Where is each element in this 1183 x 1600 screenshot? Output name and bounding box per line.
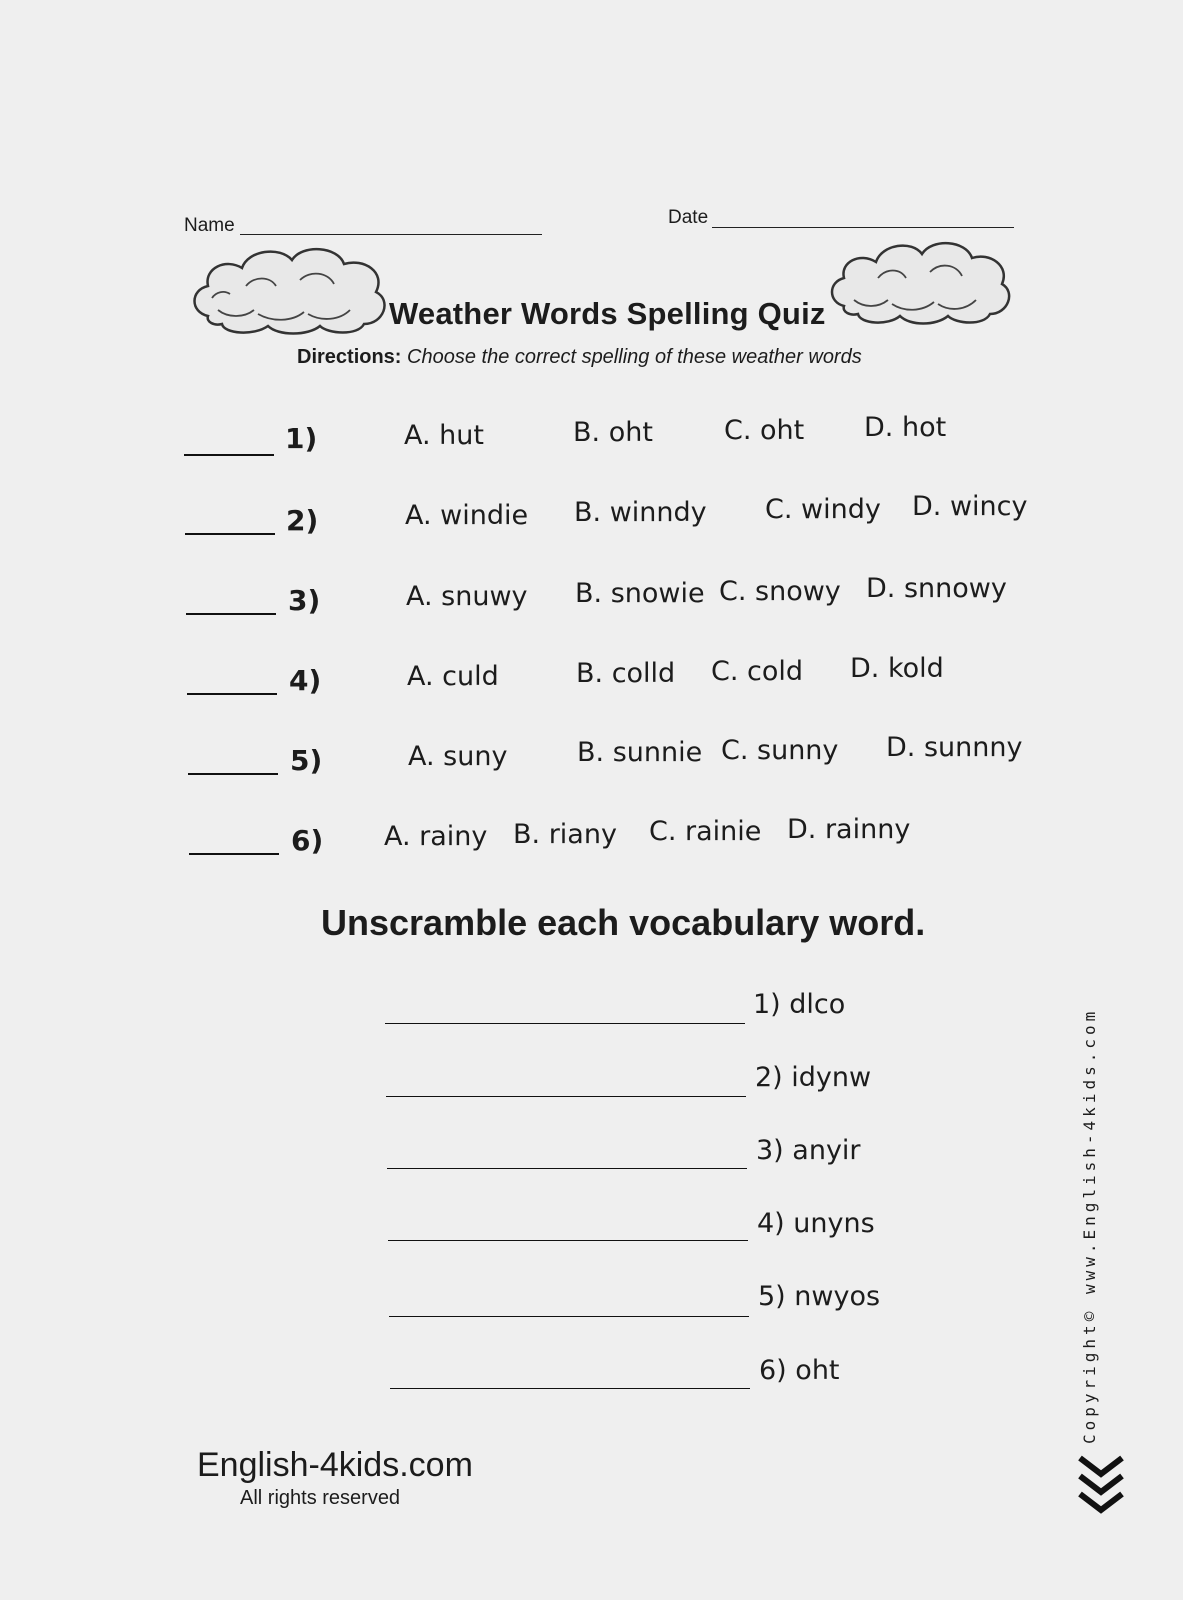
answer-line[interactable] — [390, 1388, 750, 1389]
option-c: C. sunny — [721, 735, 839, 766]
answer-blank[interactable] — [184, 454, 274, 456]
option-a: A. hut — [404, 420, 484, 451]
chevron-down-icon — [1076, 1452, 1126, 1524]
cloud-icon — [826, 234, 1011, 328]
question-number: 1) — [285, 422, 318, 455]
option-b: B. snowie — [575, 578, 705, 609]
directions-label: Directions: — [297, 346, 402, 368]
option-c: C. cold — [711, 656, 804, 687]
directions-text: Choose the correct spelling of these weather words — [407, 346, 862, 368]
option-c: C. windy — [765, 494, 881, 525]
option-d: D. hot — [864, 412, 947, 443]
answer-line[interactable] — [389, 1316, 749, 1317]
scrambled-word: 4) unyns — [757, 1208, 875, 1239]
scrambled-word: 3) anyir — [756, 1135, 861, 1166]
option-b: B. oht — [573, 417, 653, 448]
scrambled-word: 1) dlco — [753, 989, 846, 1020]
question-number: 6) — [291, 824, 324, 857]
option-a: A. rainy — [384, 821, 488, 852]
option-d: D. kold — [850, 653, 944, 684]
answer-blank[interactable] — [189, 853, 279, 855]
answer-line[interactable] — [386, 1096, 746, 1097]
option-d: D. rainny — [787, 814, 911, 845]
option-a: A. windie — [405, 500, 529, 531]
date-field[interactable] — [712, 227, 1014, 228]
option-a: A. snuwy — [406, 581, 528, 612]
option-b: B. riany — [513, 819, 617, 850]
name-label: Name — [184, 215, 235, 236]
page-title: Weather Words Spelling Quiz — [389, 296, 826, 331]
option-a: A. suny — [408, 741, 508, 772]
date-label: Date — [668, 207, 709, 228]
scrambled-word: 2) idynw — [755, 1062, 872, 1093]
answer-blank[interactable] — [185, 533, 275, 535]
question-number: 3) — [288, 584, 321, 617]
scrambled-word: 5) nwyos — [758, 1281, 881, 1312]
answer-blank[interactable] — [188, 773, 278, 775]
cloud-icon — [188, 238, 393, 338]
name-field[interactable] — [240, 234, 542, 235]
option-a: A. culd — [407, 661, 499, 692]
footer-site: English-4kids.com — [197, 1446, 473, 1484]
answer-blank[interactable] — [187, 693, 277, 695]
answer-line[interactable] — [385, 1023, 745, 1024]
question-number: 5) — [290, 744, 323, 777]
question-number: 4) — [289, 664, 322, 697]
footer-rights: All rights reserved — [240, 1487, 401, 1509]
directions — [297, 346, 862, 369]
answer-line[interactable] — [387, 1168, 747, 1169]
question-number: 2) — [286, 504, 319, 537]
option-c: C. oht — [724, 415, 805, 446]
section-title: Unscramble each vocabulary word. — [321, 902, 926, 943]
option-d: D. wincy — [912, 491, 1028, 522]
option-c: C. snowy — [719, 576, 841, 607]
option-b: B. winndy — [574, 497, 707, 528]
answer-line[interactable] — [388, 1240, 748, 1241]
option-b: B. sunnie — [577, 737, 703, 768]
option-d: D. snnowy — [866, 573, 1007, 604]
option-b: B. colld — [576, 658, 676, 689]
scrambled-word: 6) oht — [759, 1355, 840, 1386]
option-c: C. rainie — [649, 816, 762, 847]
vertical-copyright: Copyright© www.English-4kids.com — [1080, 1007, 1099, 1444]
answer-blank[interactable] — [186, 613, 276, 615]
option-d: D. sunnny — [886, 732, 1023, 763]
